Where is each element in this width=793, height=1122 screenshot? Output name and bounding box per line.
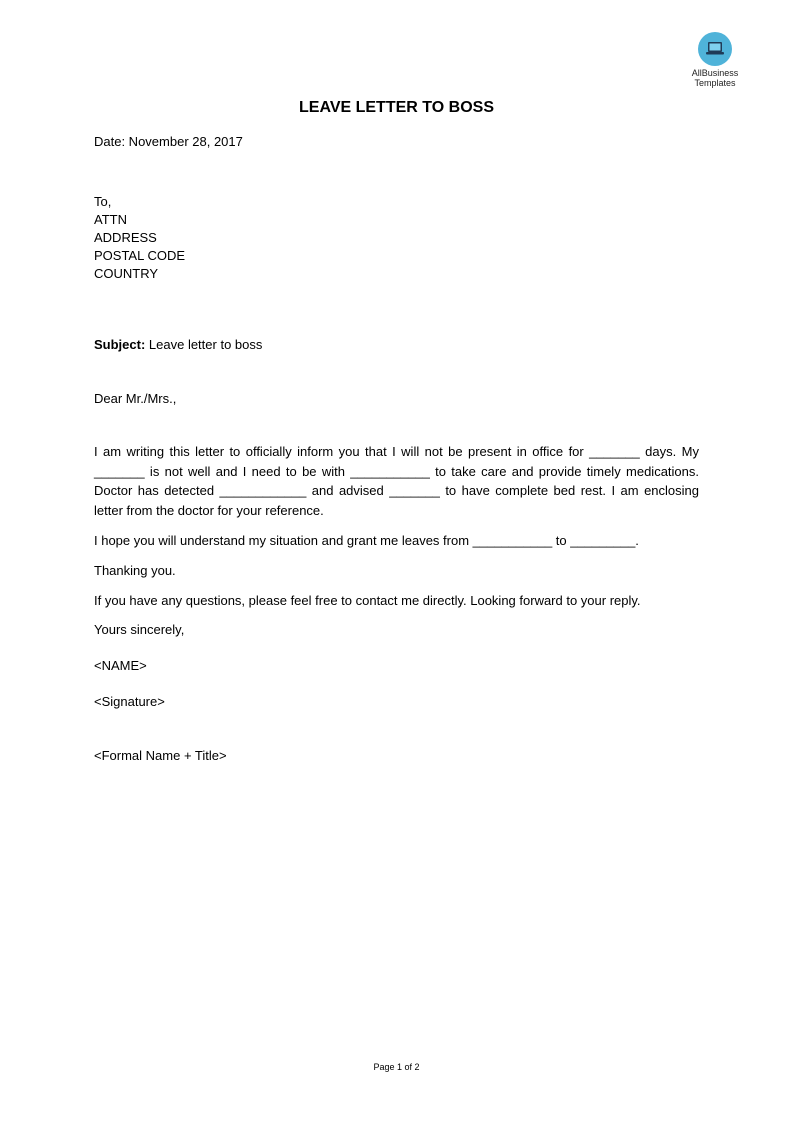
address-attn: ATTN: [94, 212, 127, 227]
brand-logo: [680, 32, 750, 88]
logo-line-1: AllBusiness: [691, 68, 739, 78]
closing-formal-name: <Formal Name + Title>: [94, 748, 227, 763]
logo-line-2: Templates: [694, 78, 736, 88]
page-number: Page 1 of 2: [373, 1062, 420, 1072]
salutation: Dear Mr./Mrs.,: [94, 391, 177, 406]
closing-sincerely: Yours sincerely,: [94, 622, 185, 637]
document-title: LEAVE LETTER TO BOSS: [299, 99, 494, 116]
laptop-icon: [698, 32, 732, 66]
body-paragraph-1: I am writing this letter to officially inform you that I will not be present in office for _______ days. My _______ is not well and I need to be with ___________ to take care and provide timely medications. Doctor has detected ____________ and advised _______ to have complete bed rest. I am enclosing letter from the doctor for your reference.: [94, 444, 699, 518]
closing-name: <NAME>: [94, 658, 147, 673]
closing-signature: <Signature>: [94, 694, 165, 709]
subject-line: [94, 336, 262, 354]
address-country: COUNTRY: [94, 266, 159, 281]
logo-text: [680, 68, 750, 88]
body-paragraph-2: I hope you will understand my situation and grant me leaves from ___________ to _________.: [94, 533, 639, 548]
body-paragraph-3: Thanking you.: [94, 563, 176, 578]
date-line: Date: November 28, 2017: [94, 134, 243, 149]
subject-text: Leave letter to boss: [145, 337, 263, 352]
address-to: To,: [94, 194, 112, 209]
body-paragraph-4: If you have any questions, please feel free to contact me directly. Looking forward to your reply.: [94, 593, 641, 608]
address-address: ADDRESS: [94, 230, 157, 245]
address-postal-code: POSTAL CODE: [94, 248, 186, 263]
subject-label: Subject:: [94, 337, 146, 352]
